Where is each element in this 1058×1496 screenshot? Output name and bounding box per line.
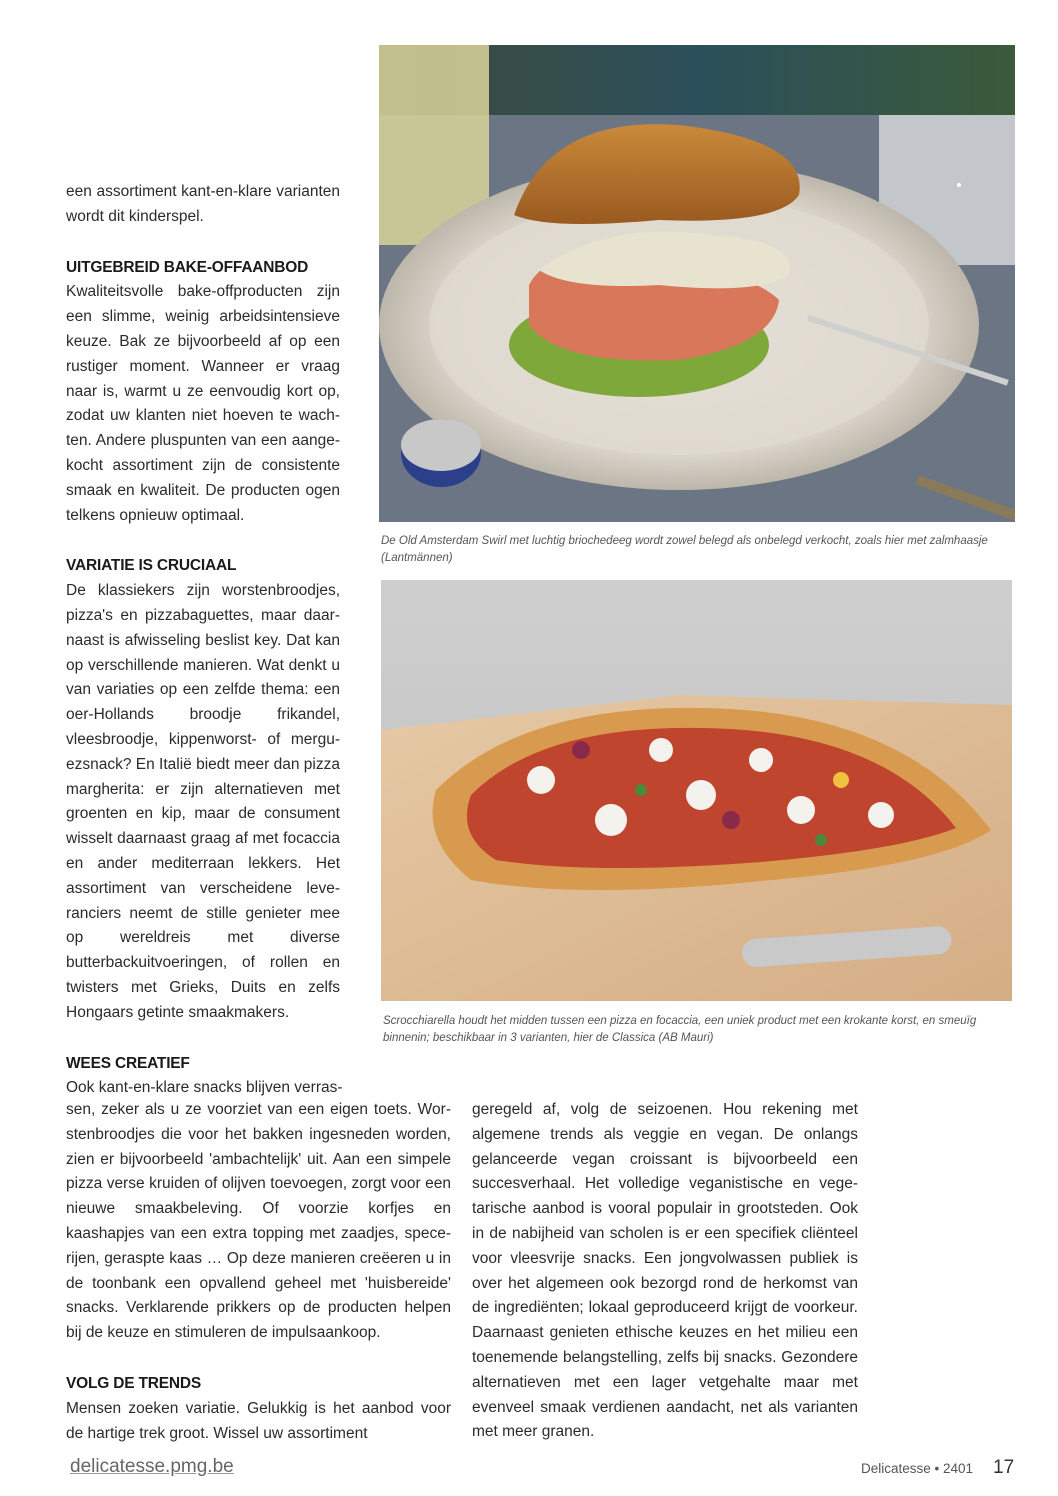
bottom-left-column (66, 1098, 451, 1446)
trends-paragraph: Mensen zoeken variatie. Gelukkig is het aanbod voor de hartige trek groot. Wissel uw assortiment (66, 1399, 451, 1442)
bottom-right-column (472, 1098, 858, 1445)
left-column (66, 180, 343, 1101)
pizza-photo-caption: Scrocchiarella houdt het midden tussen een pizza en focaccia, een uniek product met een krokante korst, en smeuïg binnenin; beschikbaar in 3 varianten, hier de Classica (AB Mauri) (383, 1015, 977, 1044)
footer-website-link[interactable]: delicatesse.pmg.be (70, 1456, 234, 1477)
heading-trends: VOLG DE TRENDS (66, 1374, 201, 1392)
heading-creatief: WEES CREATIEF (66, 1054, 190, 1072)
pizza-photo (381, 580, 1012, 1001)
sandwich-photo-caption: De Old Amsterdam Swirl met luchtig briochedeeg wordt zowel belegd als onbelegd verkocht, zoals hier met zalmhaasje (Lantmännen) (381, 535, 988, 564)
intro-paragraph: een assortiment kant-en-klare varianten wordt dit kinderspel. (66, 183, 340, 225)
footer-issue-label: Delicatesse • 2401 (861, 1461, 974, 1476)
creatief-first-line: Ook kant-en-klare snacks blijven verras- (66, 1079, 343, 1097)
trends-continued-paragraph: geregeld af, volg de seizoenen. Hou rekening met algemene trends als veggie en vegan. De onlangs gelanceerde vegan croissant is bijvoorbeeld een succesverhaal. Het volledige veganistische en vegetarische aanbod is vooral populair in grootsteden. Ook in de nabijheid van scholen is er een specifiek cliënteel voor vleesvrije snacks. Een jongvolwassen publiek is over het algemeen ook bezorgd rond de herkomst van de ingrediënten; lokaal geproduceerd krijgt de voorkeur. Daarnaast genieten ethische keuzes en het milieu een toenemende belangstelling, zelfs bij snacks. Gezondere alternatieven met een lager vetgehalte maar met evenveel smaak verdienen aandacht, net als varianten met meer granen. (472, 1101, 858, 1441)
bake-off-paragraph: Kwaliteitsvolle bake-offproducten zijn een slimme, weinig arbeidsintensieve keuze. Bak ze bijvoorbeeld af op een rustiger moment. Wanneer er vraag naar is, warmt u ze eenvoudig kort op, zodat uw klanten niet hoeven te wachten. Andere pluspunten van een aangekocht assortiment zijn de consistente smaak en kwaliteit. De producten ogen telkens opnieuw optimaal. (66, 283, 340, 524)
heading-bake-off: UITGEBREID BAKE-OFFAANBOD (66, 258, 309, 276)
sandwich-photo (379, 45, 1015, 522)
page-number: 17 (993, 1457, 1015, 1478)
variatie-paragraph: De klassiekers zijn worstenbroodjes, pizza's en pizzabaguettes, maar daarnaast is afwisseling beslist key. Dat kan op verschillende manieren. Wat denkt u van variaties op een zelfde thema: een oer-Hollands broodje frikandel, vleesbroodje, kippenworst- of merguezsnack? En Italië biedt meer dan pizza margherita: er zijn alternatieven met groenten en kip, maar de consument wisselt daarnaast graag af met focaccia en ander mediterraan lekkers. Het assortiment van verscheidene leveranciers neemt de stille genieter mee op wereldreis met diverse butterbackuitvoeringen, of rollen en twisters met Grieks, Duits en zelfs Hongaars getinte smaakmakers. (66, 582, 340, 1021)
creatief-paragraph: sen, zeker als u ze voorziet van een eigen toets. Worstenbroodjes die voor het bakken ingesneden worden, zien er bijvoorbeeld 'ambachtelijk' uit. Aan een simpele pizza verse kruiden of olijven toevoegen, zorgt voor een nieuwe smaakbeleving. Of voorzie korfjes en kaashapjes van een extra topping met zaadjes, specerijen, geraspte kaas … Op deze manieren creëeren u in de toonbank een opvallend geheel met 'huisbereide' snacks. Verklarende prikkers op de producten helpen bij de keuze en stimuleren de impulsaankoop. (66, 1101, 451, 1342)
heading-variatie: VARIATIE IS CRUCIAAL (66, 557, 237, 575)
